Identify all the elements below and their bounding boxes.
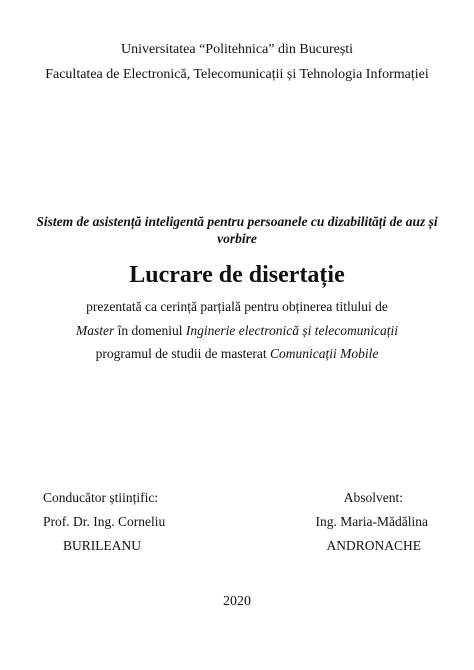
study-program-line [0, 346, 474, 362]
graduate-name-line2: ANDRONACHE [326, 538, 421, 553]
thesis-title: Sistem de asistență inteligentă pentru persoanele cu dizabilități de auz și vorbire [36, 214, 438, 246]
year: 2020 [223, 594, 251, 609]
degree-requirement-line: prezentată ca cerință parțială pentru obținerea titlului de [86, 299, 388, 314]
field-name: Inginerie electronică și telecomunicații [185, 323, 398, 338]
supervisor-name-line1: Prof. Dr. Ing. Corneliu [43, 514, 166, 529]
document-type-heading: Lucrare de disertație [129, 262, 345, 288]
supervisor-name-line2: BURILEANU [63, 538, 141, 553]
supervisor-label: Conducător științific: [43, 490, 159, 505]
degree-name: Master [76, 323, 115, 338]
graduate-label: Absolvent: [343, 490, 403, 505]
degree-field-connector: în domeniul [114, 323, 186, 338]
study-program-prefix: programul de studii de masterat [95, 346, 270, 361]
study-program-name: Comunicații Mobile [269, 346, 379, 361]
graduate-name-line1: Ing. Maria-Mădălina [315, 514, 428, 529]
faculty-name: Facultatea de Electronică, Telecomunicații și Tehnologia Informației [45, 67, 429, 82]
degree-field-line [0, 323, 474, 339]
university-name: Universitatea “Politehnica” din București [120, 42, 354, 57]
